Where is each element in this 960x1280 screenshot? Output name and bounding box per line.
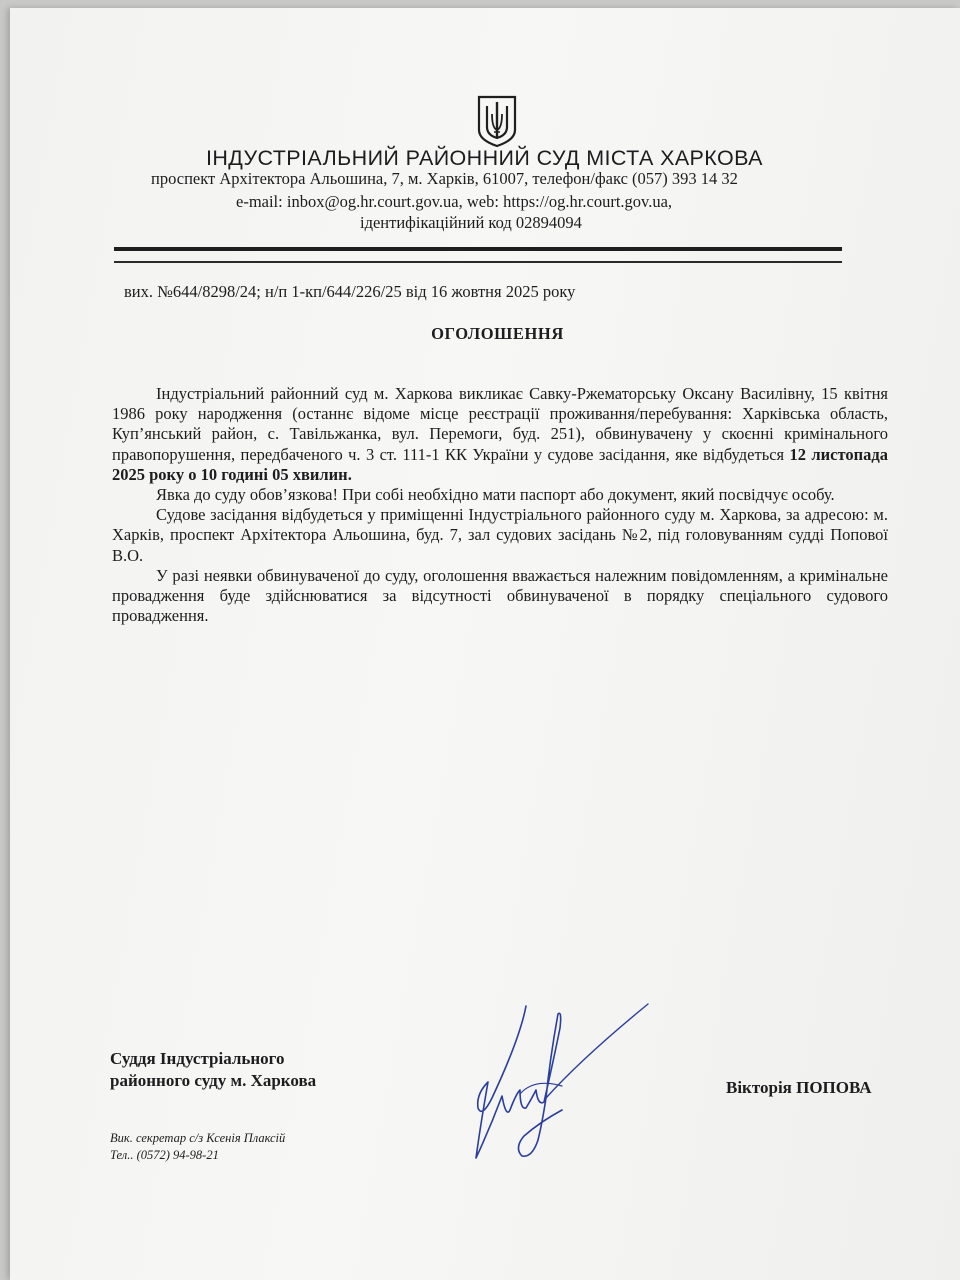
- court-id-code: ідентифікаційний код 02894094: [360, 213, 582, 232]
- court-name: ІНДУСТРІАЛЬНИЙ РАЙОННИЙ СУД МІСТА ХАРКОВА: [206, 146, 763, 170]
- footer-executor: [110, 1130, 285, 1164]
- outgoing-reference: вих. №644/8298/24; н/п 1-кп/644/226/25 від 16 жовтня 2025 року: [124, 282, 576, 301]
- handwritten-signature: [462, 998, 652, 1173]
- hearing-datetime: 12 листопада 2025 року о 10 годині 05 хвилин.: [112, 444, 888, 484]
- paragraph-non-appearance: У разі неявки обвинуваченої до суду, оголошення вважається належним повідомленням, а кримінальне провадження буде здійснюватися за відсутності обвинуваченої в порядку спеціального судового провадження.: [112, 565, 888, 626]
- paragraph-attendance: Явка до суду обов’язкова! При собі необхідно мати паспорт або документ, який посвідчує особу.: [156, 485, 835, 505]
- signatory-position-line2: районного суду м. Харкова: [110, 1071, 317, 1090]
- header-divider-thin: [114, 261, 842, 263]
- court-contacts: e-mail: inbox@og.hr.court.gov.ua, web: https://og.hr.court.gov.ua,: [236, 192, 673, 211]
- header-divider-thick: [114, 247, 842, 251]
- document-page: [10, 8, 960, 1280]
- signatory-position: [110, 1048, 316, 1092]
- trident-emblem-icon: [476, 94, 518, 148]
- signatory-position-line1: Суддя Індустріального: [110, 1049, 285, 1068]
- announcement-body: [112, 384, 888, 626]
- judge-name: Вікторія ПОПОВА: [726, 1078, 872, 1097]
- executor-name: Вик. секретар с/з Ксенія Плаксій: [110, 1131, 286, 1145]
- court-address: проспект Архітектора Альошина, 7, м. Харків, 61007, телефон/факс (057) 393 14 32: [151, 169, 738, 188]
- summons-text: Індустріальний районний суд м. Харкова викликає Савку-Ржематорську Оксану Василівну, 15 квітня 1986 року народження (останнє відоме місце реєстрації проживання/перебування: Харківська область, Куп’янський район, с. Тавільжанка, вул. Перемоги, буд. 251), обвинувачену у скоєнні кримінального правопорушення, передбаченого ч. 3 ст. 111-1 КК України у судове засідання, яке відбудеться: [112, 384, 888, 464]
- paragraph-hearing-location: Судове засідання відбудеться у приміщенні Індустріального районного суду м. Харкова, за адресою: м. Харків, проспект Архітектора Альошина, буд. 7, зал судових засідань №2, під головуванням судді Попової В.О.: [112, 505, 888, 565]
- paragraph-summons: [112, 384, 888, 485]
- document-title: ОГОЛОШЕННЯ: [431, 324, 564, 343]
- executor-phone: Тел.. (0572) 94-98-21: [110, 1148, 219, 1162]
